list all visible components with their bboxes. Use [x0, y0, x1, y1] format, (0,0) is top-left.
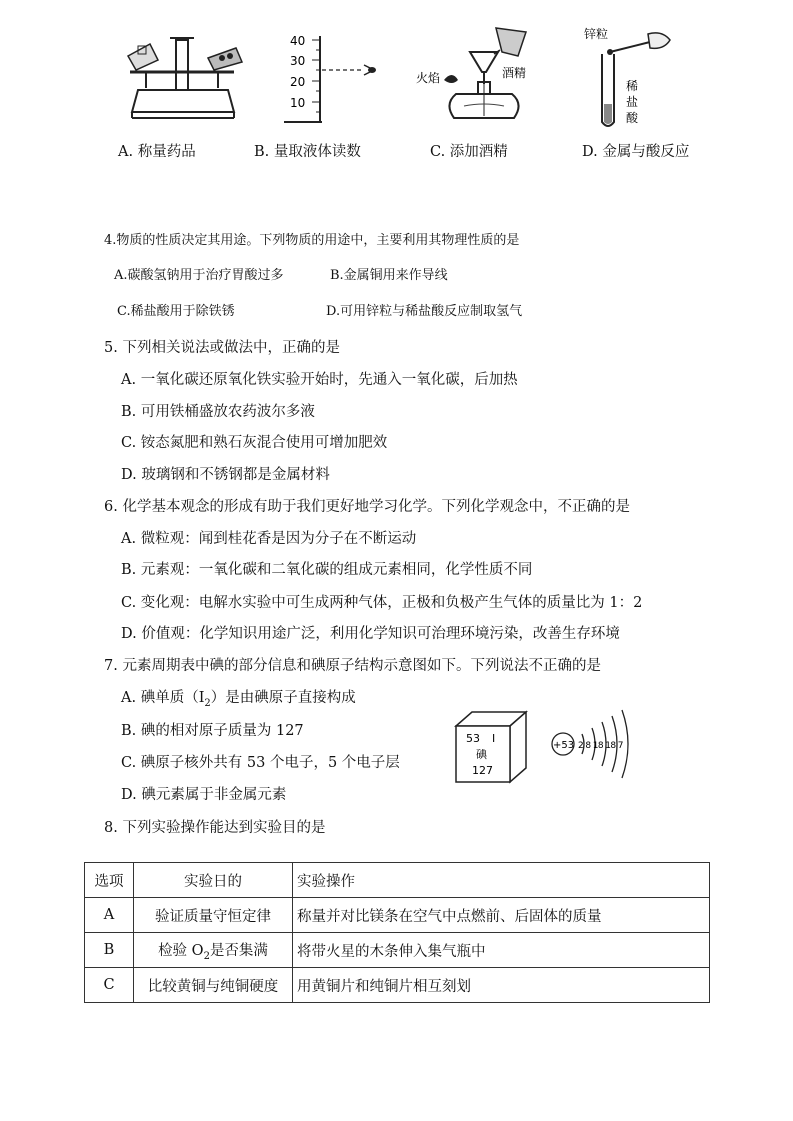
table-cell-operation: 将带火星的木条伸入集气瓶中	[293, 933, 710, 968]
iodine-symbol: I	[492, 732, 496, 745]
table-cell-option: A	[85, 898, 134, 933]
atom-shell-electrons: 2 8 18 18 7	[578, 741, 623, 751]
q7-stem: 7. 元素周期表中碘的部分信息和碘原子结构示意图如下。下列说法不正确的是	[104, 658, 601, 674]
q8-stem: 8. 下列实验操作能达到实验目的是	[104, 820, 326, 836]
iodine-mass: 127	[472, 764, 493, 777]
q6-option-c: C. 变化观：电解水实验中可生成两种气体，正极和负极产生气体的质量比为 1：2	[121, 595, 643, 611]
q7-option-d: D. 碘元素属于非金属元素	[121, 787, 287, 803]
table-cell-option: B	[85, 933, 134, 968]
cylinder-tick-30: 30	[290, 54, 306, 68]
table-row	[85, 968, 710, 1003]
table-cell-purpose: 比较黄铜与纯铜硬度	[134, 968, 293, 1003]
acid-label-1: 稀	[626, 79, 639, 93]
table-cell-purpose: 验证质量守恒定律	[134, 898, 293, 933]
q5-option-c: C. 铵态氮肥和熟石灰混合使用可增加肥效	[121, 435, 388, 451]
table-header-operation: 实验操作	[293, 863, 710, 898]
q4-option-c: C.稀盐酸用于除铁锈	[117, 304, 235, 319]
q4-option-a: A.碳酸氢钠用于治疗胃酸过多	[114, 268, 284, 283]
figure-label-c: C. 添加酒精	[430, 144, 508, 160]
figure-label-a: A. 称量药品	[118, 144, 196, 160]
figure-label-b: B. 量取液体读数	[254, 144, 361, 160]
q6-option-b: B. 元素观：一氧化碳和二氧化碳的组成元素相同，化学性质不同	[121, 562, 533, 578]
alcohol-label: 酒精	[502, 66, 527, 80]
q5-stem: 5. 下列相关说法或做法中，正确的是	[104, 340, 340, 356]
table-cell-option: C	[85, 968, 134, 1003]
zinc-label: 锌粒	[584, 27, 609, 41]
iodine-atomic-number: 53	[466, 732, 480, 745]
balance-figure	[118, 30, 248, 125]
q7-option-a-pre: A. 碘单质（I	[121, 690, 205, 706]
table-header-row	[85, 863, 710, 898]
purpose-pre: 检验 O	[158, 942, 204, 959]
q4-option-b: B.金属铜用来作导线	[330, 268, 448, 283]
q7-option-b: B. 碘的相对原子质量为 127	[121, 723, 304, 739]
q4-stem: 4.物质的性质决定其用途。下列物质的用途中，主要利用其物理性质的是	[104, 233, 520, 248]
cylinder-tick-10: 10	[290, 96, 306, 110]
table-row	[85, 898, 710, 933]
purpose-sub: 2	[203, 950, 210, 962]
q6-option-d: D. 价值观：化学知识用途广泛，利用化学知识可治理环境污染，改善生存环境	[121, 626, 620, 642]
cylinder-tick-40: 40	[290, 34, 306, 48]
table-row	[85, 933, 710, 968]
acid-label-2: 盐	[626, 95, 639, 109]
purpose-post: 是否集满	[209, 942, 268, 959]
q5-option-a: A. 一氧化碳还原氧化铁实验开始时，先通入一氧化碳，后加热	[121, 372, 518, 388]
q6-stem: 6. 化学基本观念的形成有助于我们更好地学习化学。下列化学观念中，不正确的是	[104, 499, 630, 515]
q6-option-a: A. 微粒观：闻到桂花香是因为分子在不断运动	[121, 531, 417, 547]
q8-experiment-table	[84, 862, 710, 1003]
graduated-cylinder-figure	[282, 32, 382, 127]
acid-label-3: 酸	[626, 111, 639, 125]
q5-option-b: B. 可用铁桶盛放农药波尔多液	[121, 404, 315, 420]
table-cell-operation: 用黄铜片和纯铜片相互刻划	[293, 968, 710, 1003]
iodine-element-cell	[452, 708, 532, 788]
alcohol-lamp-figure	[414, 22, 544, 127]
q7-option-c: C. 碘原子核外共有 53 个电子，5 个电子层	[121, 755, 400, 771]
test-tube-figure	[580, 24, 690, 129]
table-cell-operation: 称量并对比镁条在空气中点燃前、后固体的质量	[293, 898, 710, 933]
table-cell-purpose	[134, 933, 293, 968]
cylinder-tick-20: 20	[290, 75, 306, 89]
figure-label-d: D. 金属与酸反应	[582, 144, 690, 160]
table-header-purpose: 实验日的	[134, 863, 293, 898]
q7-option-a	[121, 686, 356, 709]
iodine-atom-diagram	[548, 706, 648, 786]
q4-option-d: D.可用锌粒与稀盐酸反应制取氢气	[326, 304, 523, 319]
q7-option-a-post: ）是由碘原子直接构成	[210, 690, 356, 706]
flame-label: 火焰	[416, 71, 441, 85]
q7-option-a-sub: 2	[204, 697, 211, 709]
table-header-option: 选项	[85, 863, 134, 898]
atom-nucleus-charge: +53	[553, 740, 575, 751]
q5-option-d: D. 玻璃钢和不锈钢都是金属材料	[121, 467, 330, 483]
iodine-name: 碘	[476, 748, 487, 761]
